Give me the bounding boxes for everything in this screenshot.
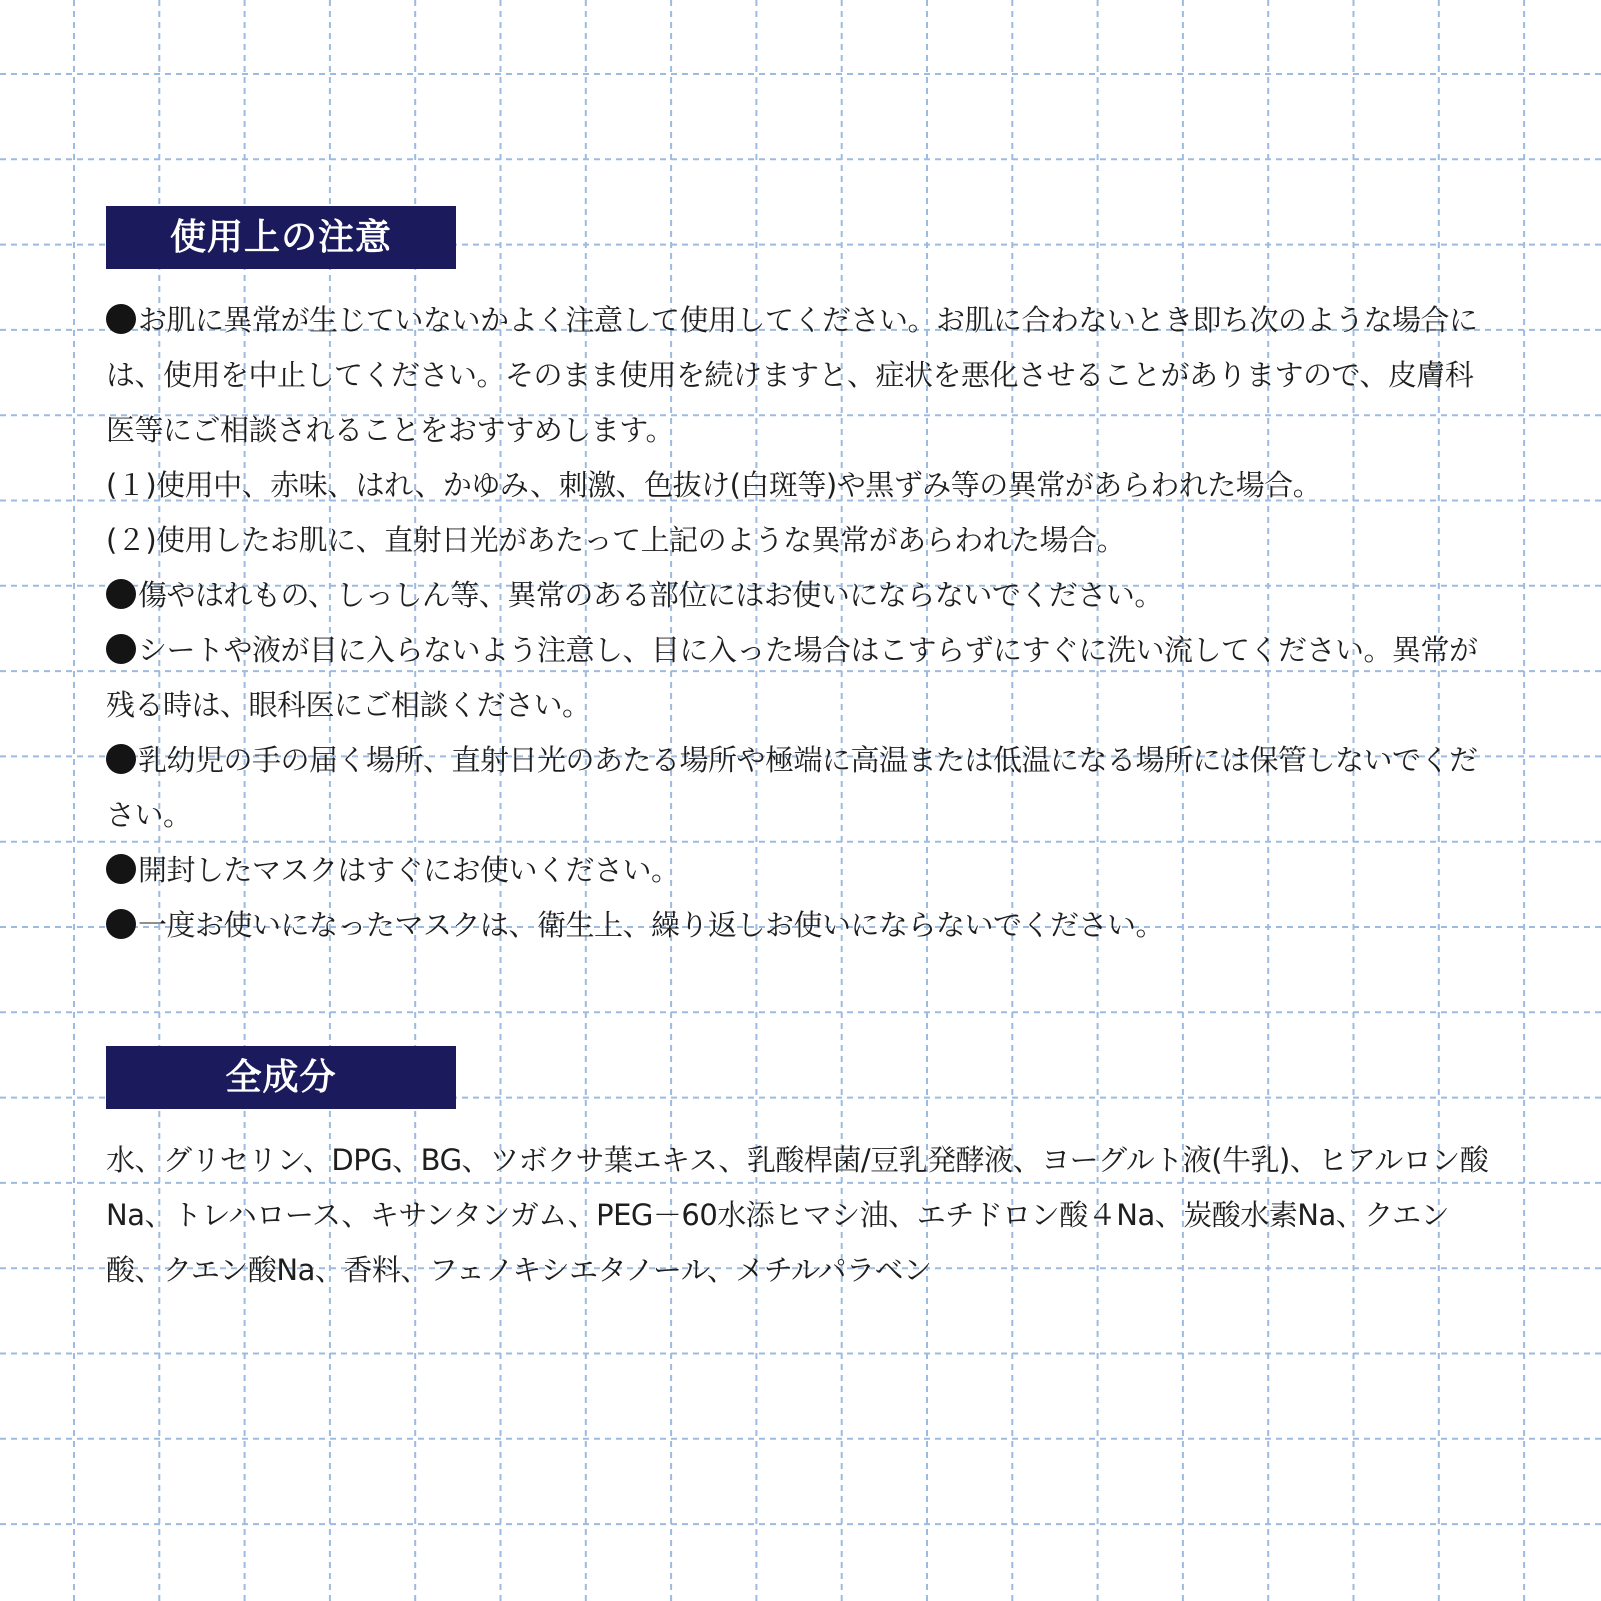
precaution-text: お肌に異常が生じていないかよく注意して使用してください。お肌に合わないとき即ち次のような場合には、使用を中止してください。そのまま使用を続けますと、症状を悪化させることがありますので、皮膚科医等にご相談されることをおすすめします。 [106,303,1478,447]
precaution-text: 一度お使いになったマスクは、衛生上、繰り返しお使いにならないでください。 [138,908,1165,942]
bullet-icon [106,854,136,884]
bullet-icon [106,634,136,664]
precaution-item [106,733,1501,843]
precaution-item [106,898,1501,953]
bullet-icon [106,909,136,939]
precaution-item [106,458,1501,513]
precaution-item [106,293,1501,458]
bullet-icon [106,579,136,609]
precaution-text: (１)使用中、赤味、はれ、かゆみ、刺激、色抜け(白斑等)や黒ずみ等の異常があらわれた場合。 [106,468,1322,502]
precaution-item [106,843,1501,898]
ingredients-header: 全成分 [106,1046,456,1109]
precautions-section [106,206,1501,953]
precaution-text: 傷やはれもの、しっしん等、異常のある部位にはお使いにならないでください。 [138,578,1163,612]
bullet-icon [106,744,136,774]
precaution-text: シートや液が目に入らないよう注意し、目に入った場合はこすらずにすぐに洗い流してください。異常が残る時は、眼科医にご相談ください。 [106,633,1478,722]
ingredients-text: 水、グリセリン、DPG、BG、ツボクサ葉エキス、乳酸桿菌/豆乳発酵液、ヨーグルト液(牛乳)、ヒアルロン酸Na、トレハロース、キサンタンガム、PEG－60水添ヒマシ油、エチドロン酸４Na、炭酸水素Na、クエン酸、クエン酸Na、香料、フェノキシエタノール、メチルパラベン [106,1143,1489,1287]
precaution-text: (２)使用したお肌に、直射日光があたって上記のような異常があらわれた場合。 [106,523,1126,557]
precaution-item [106,623,1501,733]
ingredients-section [106,1046,1501,1298]
precautions-header: 使用上の注意 [106,206,456,269]
precautions-list [106,293,1501,953]
precaution-text: 開封したマスクはすぐにお使いください。 [138,853,680,887]
precaution-item [106,568,1501,623]
precaution-item [106,513,1501,568]
bullet-icon [106,304,136,334]
precaution-text: 乳幼児の手の届く場所、直射日光のあたる場所や極端に高温または低温になる場所には保管しないでください。 [106,743,1478,832]
